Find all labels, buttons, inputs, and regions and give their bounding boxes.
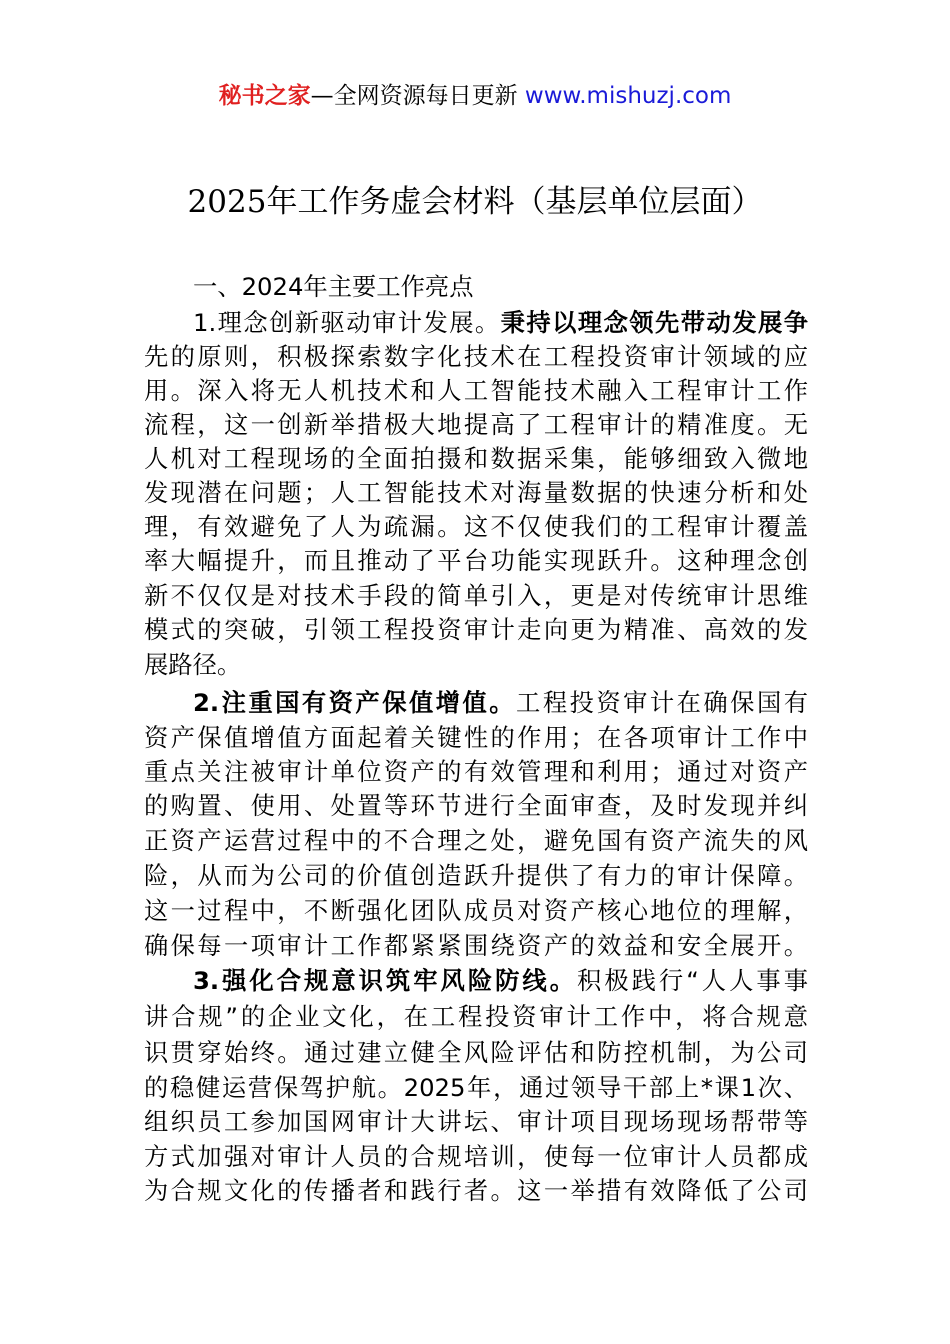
paragraph-2-line: 确保每一项审计工作都紧紧围绕资产的效益和安全展开。 — [144, 931, 808, 960]
paragraph-2-line: 重点关注被审计单位资产的有效管理和利用；通过对资产 — [144, 757, 808, 786]
paragraph-1-line: 人机对工程现场的全面拍摄和数据采集，能够细致入微地 — [144, 444, 808, 473]
paragraph-1-line: 发现潜在问题；人工智能技术对海量数据的快速分析和处 — [144, 478, 808, 507]
document-title: 2025年工作务虚会材料（基层单位层面） — [187, 184, 763, 220]
paragraph-1-line: 展路径。 — [144, 650, 242, 679]
paragraph-3-line: 识贯穿始终。通过建立健全风险评估和防控机制，为公司 — [144, 1038, 808, 1067]
paragraph-1-line: 用。深入将无人机技术和人工智能技术融入工程审计工作 — [144, 376, 808, 405]
brand-name: 秘书之家 — [218, 83, 311, 109]
paragraph-3-line: 为合规文化的传播者和践行者。这一举措有效降低了公司 — [144, 1176, 808, 1205]
paragraph-1-emphasis: 秉持以理念领先带动发展争 — [500, 308, 808, 337]
paragraph-2-line: 的购置、使用、处置等环节进行全面审查，及时发现并纠 — [144, 791, 808, 820]
paragraph-3-line: 讲合规”的企业文化，在工程投资审计工作中，将合规意 — [144, 1002, 808, 1031]
paragraph-3-line: 组织员工参加国网审计大讲坛、审计项目现场现场帮带等 — [144, 1107, 808, 1136]
site-url-link[interactable]: www.mishuzj.com — [524, 83, 732, 109]
paragraph-2-lead: 工程投资审计在确保国有 — [516, 688, 808, 717]
site-banner — [0, 80, 950, 112]
paragraph-3-line: 方式加强对审计人员的合规培训，使每一位审计人员都成 — [144, 1142, 808, 1171]
paragraph-3-first-line — [193, 964, 808, 998]
paragraph-1-first-line — [193, 306, 808, 340]
paragraph-2-first-line — [193, 686, 808, 720]
paragraph-1-line: 先的原则，积极探索数字化技术在工程投资审计领域的应 — [144, 342, 808, 371]
paragraph-2-line: 这一过程中，不断强化团队成员对资产核心地位的理解， — [144, 896, 808, 925]
paragraph-2-heading: 2.注重国有资产保值增值。 — [193, 688, 517, 717]
paragraph-1-line: 新不仅仅是对技术手段的简单引入，更是对传统审计思维 — [144, 581, 808, 610]
paragraph-3-heading: 3.强化合规意识筑牢风险防线。 — [193, 966, 578, 995]
paragraph-1-line: 模式的突破，引领工程投资审计走向更为精准、高效的发 — [144, 615, 808, 644]
paragraph-2-line: 险，从而为公司的价值创造跃升提供了有力的审计保障。 — [144, 861, 808, 890]
paragraph-1-line: 流程，这一创新举措极大地提高了工程审计的精准度。无 — [144, 410, 808, 439]
paragraph-2-line: 正资产运营过程中的不合理之处，避免国有资产流失的风 — [144, 826, 808, 855]
paragraph-3-lead: 积极践行“人人事事 — [577, 966, 808, 995]
section-heading: 一、2024年主要工作亮点 — [193, 272, 474, 301]
paragraph-3-line: 的稳健运营保驾护航。2025年，通过领导干部上*课1次、 — [144, 1073, 808, 1102]
paragraph-1-lead: 1.理念创新驱动审计发展。 — [193, 308, 501, 337]
paragraph-1-line: 率大幅提升，而且推动了平台功能实现跃升。这种理念创 — [144, 546, 808, 575]
paragraph-2-line: 资产保值增值方面起着关键性的作用；在各项审计工作中 — [144, 723, 808, 752]
paragraph-1-line: 理，有效避免了人为疏漏。这不仅使我们的工程审计覆盖 — [144, 512, 808, 541]
banner-tagline: —全网资源每日更新 — [310, 83, 525, 109]
